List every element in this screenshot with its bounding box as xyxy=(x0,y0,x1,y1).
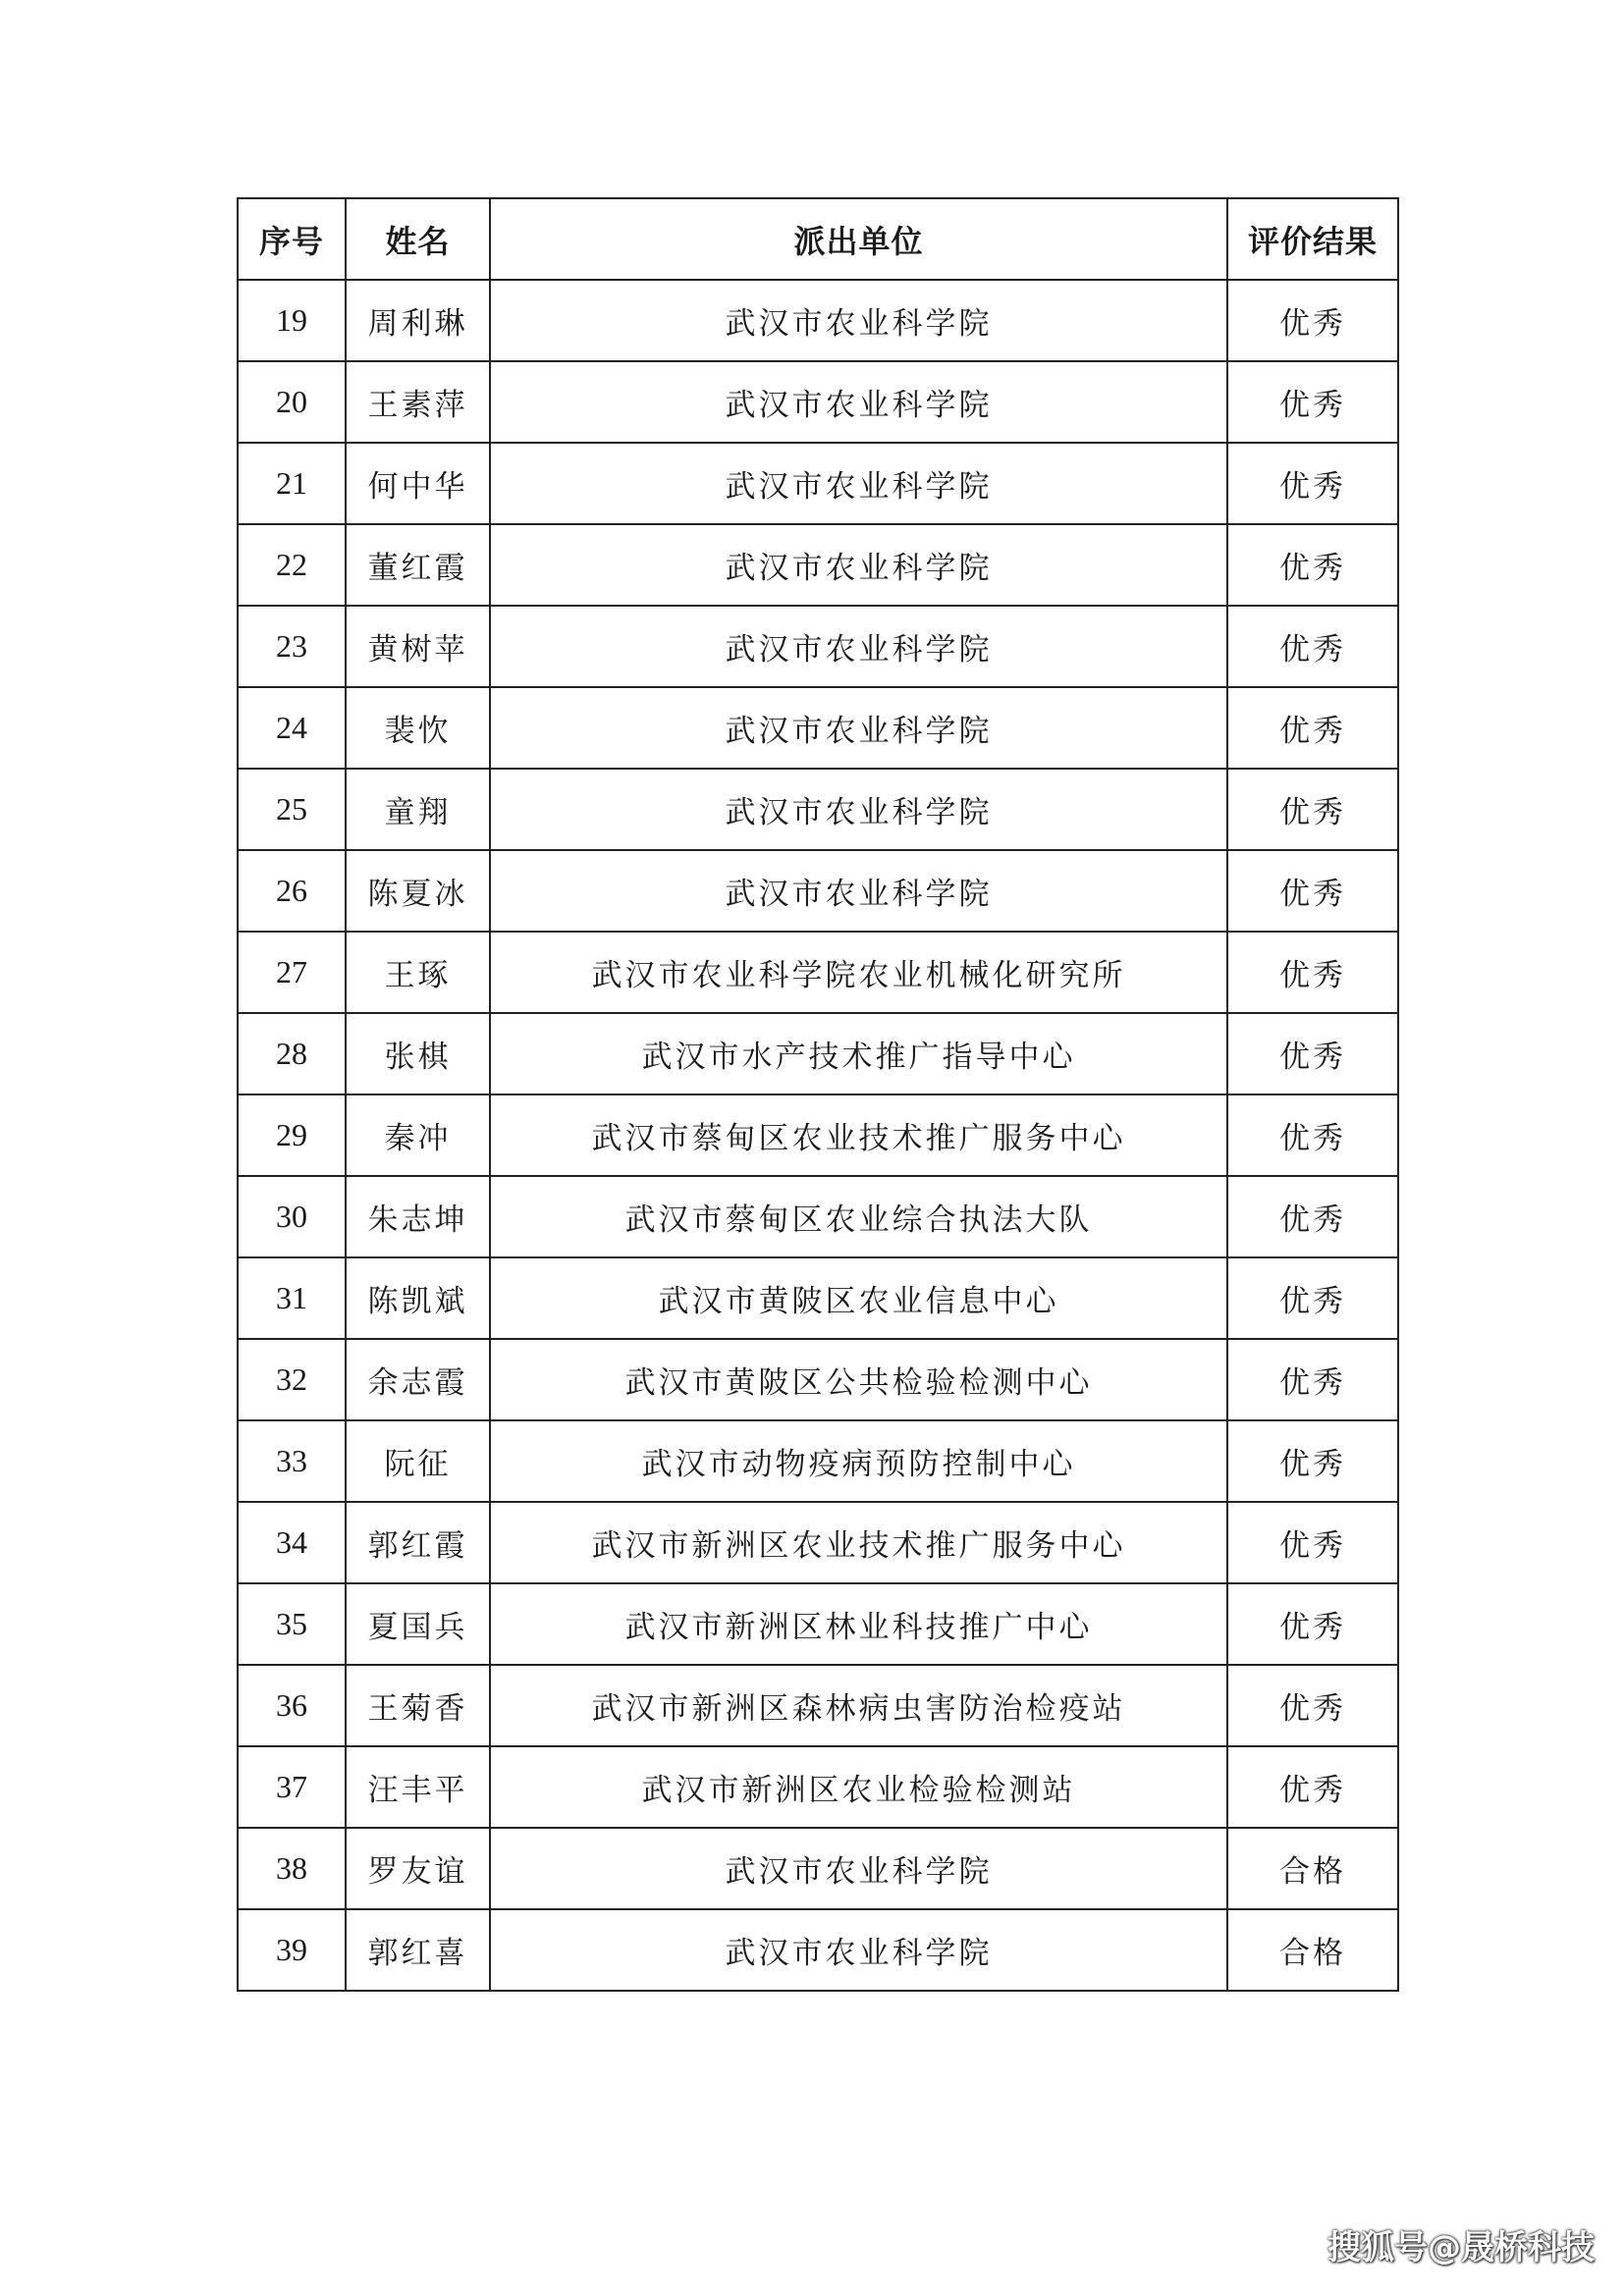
row-number: 37 xyxy=(238,1746,346,1828)
row-name: 裴忺 xyxy=(346,687,490,769)
row-number: 38 xyxy=(238,1828,346,1909)
table-row xyxy=(238,687,1398,769)
row-number: 20 xyxy=(238,361,346,443)
row-name: 童翔 xyxy=(346,769,490,850)
row-unit: 武汉市农业科学院 xyxy=(490,850,1227,932)
row-result: 优秀 xyxy=(1227,1095,1398,1176)
row-number: 30 xyxy=(238,1176,346,1257)
table-row xyxy=(238,769,1398,850)
row-unit: 武汉市农业科学院 xyxy=(490,361,1227,443)
row-name: 王琢 xyxy=(346,932,490,1013)
table-row xyxy=(238,1746,1398,1828)
row-name: 周利琳 xyxy=(346,280,490,361)
row-result: 优秀 xyxy=(1227,1339,1398,1420)
row-unit: 武汉市农业科学院 xyxy=(490,1828,1227,1909)
row-number: 22 xyxy=(238,524,346,606)
row-unit: 武汉市新洲区农业检验检测站 xyxy=(490,1746,1227,1828)
row-unit: 武汉市水产技术推广指导中心 xyxy=(490,1013,1227,1095)
row-result: 优秀 xyxy=(1227,769,1398,850)
row-name: 王素萍 xyxy=(346,361,490,443)
row-unit: 武汉市黄陂区农业信息中心 xyxy=(490,1257,1227,1339)
table-row xyxy=(238,361,1398,443)
table-row xyxy=(238,1583,1398,1665)
row-unit: 武汉市农业科学院 xyxy=(490,443,1227,524)
row-unit: 武汉市农业科学院 xyxy=(490,687,1227,769)
row-unit: 武汉市新洲区农业技术推广服务中心 xyxy=(490,1502,1227,1583)
row-unit: 武汉市蔡甸区农业技术推广服务中心 xyxy=(490,1095,1227,1176)
row-number: 26 xyxy=(238,850,346,932)
row-name: 朱志坤 xyxy=(346,1176,490,1257)
table-row xyxy=(238,1909,1398,1991)
row-unit: 武汉市动物疫病预防控制中心 xyxy=(490,1420,1227,1502)
row-name: 汪丰平 xyxy=(346,1746,490,1828)
row-unit: 武汉市新洲区森林病虫害防治检疫站 xyxy=(490,1665,1227,1746)
row-unit: 武汉市农业科学院 xyxy=(490,606,1227,687)
row-unit: 武汉市农业科学院 xyxy=(490,1909,1227,1991)
table-row xyxy=(238,1420,1398,1502)
table-row xyxy=(238,1013,1398,1095)
header-name: 姓名 xyxy=(346,198,490,280)
row-result: 优秀 xyxy=(1227,280,1398,361)
row-result: 优秀 xyxy=(1227,443,1398,524)
row-number: 25 xyxy=(238,769,346,850)
table-row xyxy=(238,1339,1398,1420)
table-header-row xyxy=(238,198,1398,280)
row-result: 优秀 xyxy=(1227,1013,1398,1095)
table-row xyxy=(238,1095,1398,1176)
row-number: 31 xyxy=(238,1257,346,1339)
row-result: 优秀 xyxy=(1227,932,1398,1013)
row-result: 优秀 xyxy=(1227,1583,1398,1665)
row-name: 余志霞 xyxy=(346,1339,490,1420)
row-number: 32 xyxy=(238,1339,346,1420)
row-result: 合格 xyxy=(1227,1909,1398,1991)
row-result: 优秀 xyxy=(1227,361,1398,443)
row-result: 优秀 xyxy=(1227,1502,1398,1583)
row-name: 郭红霞 xyxy=(346,1502,490,1583)
row-name: 黄树苹 xyxy=(346,606,490,687)
row-name: 罗友谊 xyxy=(346,1828,490,1909)
row-number: 36 xyxy=(238,1665,346,1746)
row-name: 王菊香 xyxy=(346,1665,490,1746)
row-result: 合格 xyxy=(1227,1828,1398,1909)
row-unit: 武汉市蔡甸区农业综合执法大队 xyxy=(490,1176,1227,1257)
row-name: 张棋 xyxy=(346,1013,490,1095)
header-number: 序号 xyxy=(238,198,346,280)
row-result: 优秀 xyxy=(1227,606,1398,687)
row-number: 19 xyxy=(238,280,346,361)
row-result: 优秀 xyxy=(1227,524,1398,606)
row-name: 秦冲 xyxy=(346,1095,490,1176)
watermark: 搜狐号@晟桥科技 xyxy=(1327,2228,1595,2268)
header-result: 评价结果 xyxy=(1227,198,1398,280)
row-name: 董红霞 xyxy=(346,524,490,606)
table-row xyxy=(238,1502,1398,1583)
row-number: 34 xyxy=(238,1502,346,1583)
row-unit: 武汉市农业科学院 xyxy=(490,524,1227,606)
table-row xyxy=(238,850,1398,932)
table-row xyxy=(238,280,1398,361)
row-unit: 武汉市黄陂区公共检验检测中心 xyxy=(490,1339,1227,1420)
row-unit: 武汉市新洲区林业科技推广中心 xyxy=(490,1583,1227,1665)
row-result: 优秀 xyxy=(1227,1420,1398,1502)
row-result: 优秀 xyxy=(1227,1176,1398,1257)
row-number: 35 xyxy=(238,1583,346,1665)
row-name: 陈夏冰 xyxy=(346,850,490,932)
row-name: 郭红喜 xyxy=(346,1909,490,1991)
row-result: 优秀 xyxy=(1227,1746,1398,1828)
row-name: 陈凯斌 xyxy=(346,1257,490,1339)
row-number: 23 xyxy=(238,606,346,687)
row-result: 优秀 xyxy=(1227,1257,1398,1339)
row-result: 优秀 xyxy=(1227,687,1398,769)
row-number: 39 xyxy=(238,1909,346,1991)
row-result: 优秀 xyxy=(1227,1665,1398,1746)
table-body xyxy=(238,280,1398,1991)
row-number: 33 xyxy=(238,1420,346,1502)
row-name: 何中华 xyxy=(346,443,490,524)
row-number: 29 xyxy=(238,1095,346,1176)
row-name: 阮征 xyxy=(346,1420,490,1502)
row-unit: 武汉市农业科学院农业机械化研究所 xyxy=(490,932,1227,1013)
table-row xyxy=(238,1665,1398,1746)
row-unit: 武汉市农业科学院 xyxy=(490,769,1227,850)
row-number: 21 xyxy=(238,443,346,524)
table-row xyxy=(238,443,1398,524)
table-row xyxy=(238,524,1398,606)
table-row xyxy=(238,932,1398,1013)
evaluation-table xyxy=(237,197,1399,1992)
table-row xyxy=(238,606,1398,687)
table-row xyxy=(238,1828,1398,1909)
row-unit: 武汉市农业科学院 xyxy=(490,280,1227,361)
row-number: 24 xyxy=(238,687,346,769)
row-number: 27 xyxy=(238,932,346,1013)
table-row xyxy=(238,1257,1398,1339)
header-unit: 派出单位 xyxy=(490,198,1227,280)
table-row xyxy=(238,1176,1398,1257)
row-name: 夏国兵 xyxy=(346,1583,490,1665)
row-number: 28 xyxy=(238,1013,346,1095)
row-result: 优秀 xyxy=(1227,850,1398,932)
